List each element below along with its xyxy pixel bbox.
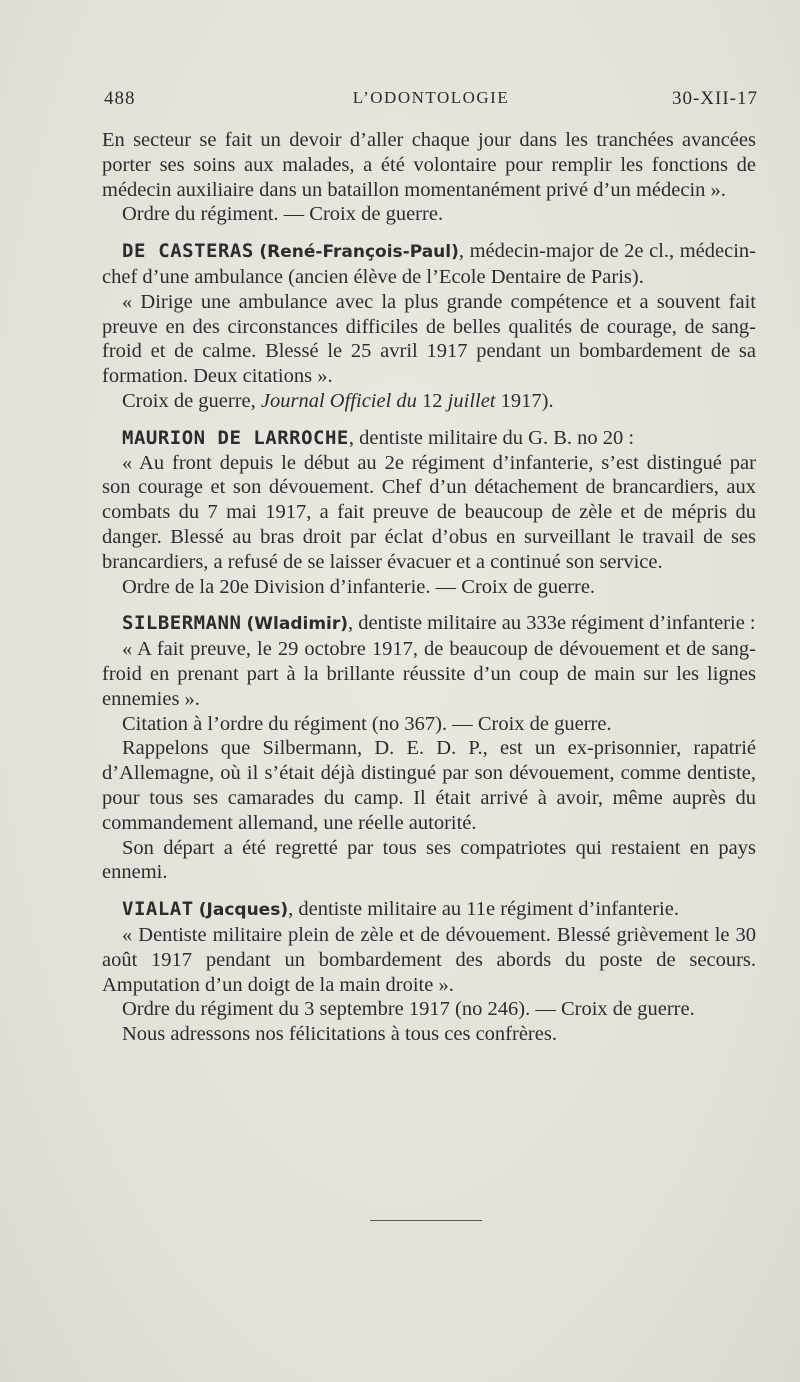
journal-title: L’ODONTOLOGIE [352, 88, 510, 107]
entry-silbermann-order: Citation à l’ordre du régiment (no 367). — Croix de guerre. [122, 712, 612, 735]
entry-casteras-citation: « Dirige une ambulance avec la plus grande compétence et a souvent fait preuve en des circonstances difficiles de belles qualités de courage, de sang-froid et de calme. Blessé le 25 avril 1917 pendant un bombardement de sa formation. Deux citations ». [102, 290, 756, 388]
entry-name: VIALAT [122, 898, 194, 921]
issue-date: 30-XII-17 [671, 88, 758, 109]
entry-rank: , dentiste militaire du G. B. no 20 : [348, 426, 635, 449]
intro-paragraph: En secteur se fait un devoir d’aller chaque jour dans les tranchées avancées porter ses soins aux malades, a été volontaire pour remplir les fonctions de médecin auxiliaire dans un bataillon momentanément privé d’un médecin ». [102, 129, 756, 201]
entry-maurion-order: Ordre de la 20e Division d’infanterie. — Croix de guerre. [122, 575, 596, 598]
article-body [102, 128, 756, 1047]
entry-casteras-heading [102, 239, 756, 290]
entry-casteras-order [102, 389, 756, 414]
entry-silbermann-note-2: Son départ a été regretté par tous ses compatriotes qui restaient en pays ennemi. [102, 836, 756, 884]
running-header [104, 88, 758, 118]
closing-line: Nous adressons nos félicitations à tous ces confrères. [122, 1023, 557, 1046]
entry-given-name: (René-François-Paul) [259, 242, 459, 263]
entry-given-name: (Wladimir) [246, 614, 349, 635]
entry-maurion-heading [102, 426, 756, 451]
entry-rank: , médecin-major de 2e cl., médecin-chef d’une ambulance (ancien élève de l’Ecole Dentaire de Paris). [102, 240, 757, 288]
page-number: 488 [104, 88, 136, 109]
entry-vialat-heading [102, 897, 756, 923]
entry-name: MAURION DE LARROCHE [122, 426, 349, 449]
order-suffix: 12 [416, 389, 448, 412]
entry-rank: , dentiste militaire au 333e régiment d’infanterie : [348, 612, 756, 635]
entry-given-name: (Jacques) [198, 900, 289, 921]
order-end: 1917). [495, 389, 554, 412]
order-italic: Journal Officiel du [260, 389, 417, 412]
entry-silbermann-citation: « A fait preuve, le 29 octobre 1917, de beaucoup de dévouement et de sang-froid en prenant part à la brillante réussite d’un coup de main sur les lignes ennemies ». [102, 638, 756, 710]
order-prefix: Croix de guerre, [122, 389, 261, 412]
entry-vialat-citation: « Dentiste militaire plein de zèle et de dévouement. Blessé grièvement le 30 août 1917 pendant un bombardement des abords du poste de secours. Amputation d’un doigt de la main droite ». [102, 923, 756, 996]
end-rule [370, 1220, 482, 1221]
entry-vialat-order: Ordre du régiment du 3 septembre 1917 (no 246). — Croix de guerre. [122, 998, 695, 1021]
entry-rank: , dentiste militaire au 11e régiment d’infanterie. [288, 898, 679, 921]
entry-silbermann-note: Rappelons que Silbermann, D. E. D. P., est un ex-prisonnier, rapatrié d’Allemagne, où il s’était déjà distingué par son dévouement, comme dentiste, pour tous ses camarades du camp. Il était arrivé à avoir, même auprès du commandement allemand, une réelle autorité. [102, 737, 756, 834]
entry-maurion-citation: « Au front depuis le début au 2e régiment d’infanterie, s’est distingué par son courage et son dévouement. Chef d’un détachement de brancardiers, aux combats du 7 mai 1917, a fait preuve de beaucoup de zèle et de mépris du danger. Blessé au bras droit par éclat d’obus en surveillant le travail de ses brancardiers, a refusé de se laisser évacuer et a continué son service. [102, 451, 756, 573]
entry-name: DE CASTERAS [122, 240, 254, 263]
entry-silbermann-heading [102, 611, 756, 637]
entry-name: SILBERMANN [122, 612, 242, 635]
intro-order: Ordre du régiment. — Croix de guerre. [122, 203, 444, 226]
order-italic-month: juillet [447, 389, 496, 412]
